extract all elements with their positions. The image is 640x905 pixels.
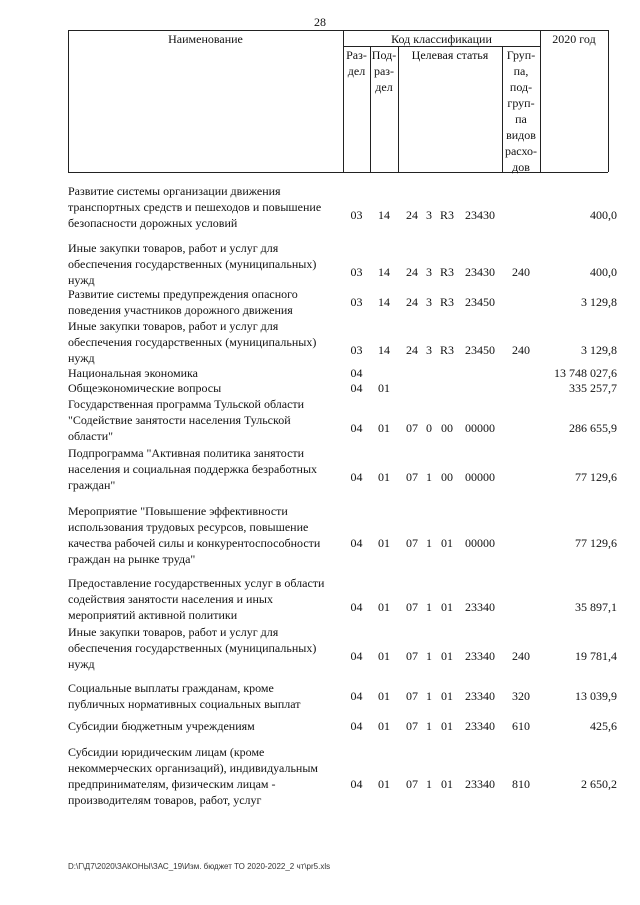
row-name-line: поведения участников дорожного движения xyxy=(68,303,293,317)
row-code-pr: 01 xyxy=(378,421,390,435)
row-name xyxy=(68,183,343,231)
row-name xyxy=(68,396,343,444)
row-code-pr: 01 xyxy=(378,719,390,733)
row-code-r: 04 xyxy=(350,719,363,733)
row-name-line: безопасности дорожных условий xyxy=(68,216,238,230)
row-code-vr: 810 xyxy=(512,777,530,791)
row-code-r: 04 xyxy=(350,649,363,663)
row-code-c: 01 xyxy=(441,536,453,550)
row-code-d: 23430 xyxy=(465,265,495,279)
row-name-line: мероприятий активной политики xyxy=(68,608,238,622)
row-name xyxy=(68,575,343,623)
row-name-line: обеспечения государственных (муниципальных) xyxy=(68,335,317,349)
row-code-a: 07 xyxy=(406,719,418,733)
row-amount: 3 129,8 xyxy=(581,343,617,357)
row-code-b: 0 xyxy=(426,421,432,435)
row-name-line: населения и социальная поддержка безработных xyxy=(68,462,318,476)
row-code-vr: 240 xyxy=(512,265,530,279)
row-code-d: 23340 xyxy=(465,600,495,614)
row-code-d: 23430 xyxy=(465,208,495,222)
row-code-a: 24 xyxy=(406,265,418,279)
row-amount: 3 129,8 xyxy=(581,295,617,309)
row-code-c: 01 xyxy=(441,777,453,791)
row-name-line: качества рабочей силы и конкурентоспособности xyxy=(68,536,321,550)
row-code-d: 23450 xyxy=(465,343,495,357)
row-name-line: Национальная экономика xyxy=(68,366,198,380)
row-code-r: 04 xyxy=(350,421,363,435)
row-name-line: граждан на рынке труда" xyxy=(68,552,196,566)
header-name: Наименование xyxy=(168,32,243,46)
row-code-r: 04 xyxy=(350,600,363,614)
row-name-line: Социальные выплаты гражданам, кроме xyxy=(68,681,274,695)
row-code-b: 3 xyxy=(426,295,432,309)
row-code-r: 04 xyxy=(350,366,363,380)
row-code-c: 01 xyxy=(441,689,453,703)
row-code-d: 23450 xyxy=(465,295,495,309)
row-name-line: области" xyxy=(68,429,114,443)
row-code-a: 24 xyxy=(406,208,418,222)
row-code-b: 3 xyxy=(426,343,432,357)
row-name-line: Предоставление государственных услуг в области xyxy=(68,576,325,590)
row-code-r: 03 xyxy=(350,343,363,357)
row-name-line: "Содействие занятости населения Тульской xyxy=(68,413,291,427)
row-code-d: 23340 xyxy=(465,719,495,733)
header-year: 2020 год xyxy=(552,32,596,46)
row-code-c: R3 xyxy=(439,295,454,309)
row-code-a: 07 xyxy=(406,421,418,435)
row-code-vr: 240 xyxy=(512,649,530,663)
row-code-pr: 01 xyxy=(378,381,390,395)
row-code-d: 23340 xyxy=(465,649,495,663)
header-target: Целевая статья xyxy=(411,48,489,62)
row-code-r: 04 xyxy=(350,689,363,703)
row-code-b: 3 xyxy=(426,265,432,279)
header-code-group: Код классификации xyxy=(391,32,492,46)
row-name-line: обеспечения государственных (муниципальных) xyxy=(68,257,317,271)
row-code-r: 03 xyxy=(350,265,363,279)
header-group: Груп- па, под- груп- па видов расхо- дов xyxy=(504,48,538,174)
row-code-b: 1 xyxy=(426,536,432,550)
row-name-line: Мероприятие "Повышение эффективности xyxy=(68,504,288,518)
row-code-c: 01 xyxy=(441,649,453,663)
row-name xyxy=(68,365,343,381)
row-name-line: граждан" xyxy=(68,478,116,492)
row-amount: 400,0 xyxy=(590,265,617,279)
row-amount: 77 129,6 xyxy=(575,470,617,484)
row-code-a: 07 xyxy=(406,777,418,791)
row-code-d: 23340 xyxy=(465,777,495,791)
row-name-line: обеспечения государственных (муниципальных) xyxy=(68,641,317,655)
row-code-a: 24 xyxy=(406,343,418,357)
row-name xyxy=(68,240,343,288)
row-name-line: содействия занятости населения и иных xyxy=(68,592,273,606)
row-code-a: 07 xyxy=(406,689,418,703)
row-name-line: Иные закупки товаров, работ и услуг для xyxy=(68,241,279,255)
row-name-line: нужд xyxy=(68,273,95,287)
row-code-r: 04 xyxy=(350,777,363,791)
header-razdel: Раз- дел xyxy=(346,48,367,78)
row-name xyxy=(68,718,343,734)
row-code-b: 1 xyxy=(426,689,432,703)
row-code-c: R3 xyxy=(439,208,454,222)
row-name xyxy=(68,680,343,712)
row-name-line: Общеэкономические вопросы xyxy=(68,381,222,395)
row-code-vr: 610 xyxy=(512,719,530,733)
file-path-footer: D:\Г\Д7\2020\ЗАКОНЫ\ЗАС_19\Изм. бюджет ТО 2020-2022_2 чт\pr5.xls xyxy=(68,862,331,871)
row-code-r: 04 xyxy=(350,470,363,484)
row-code-pr: 01 xyxy=(378,777,390,791)
row-name-line: Иные закупки товаров, работ и услуг для xyxy=(68,625,279,639)
row-amount: 77 129,6 xyxy=(575,536,617,550)
row-code-d: 00000 xyxy=(465,536,495,550)
row-amount: 13 039,9 xyxy=(575,689,617,703)
row-name-line: Подпрограмма "Активная политика занятости xyxy=(68,446,305,460)
row-amount: 19 781,4 xyxy=(575,649,617,663)
row-code-d: 23340 xyxy=(465,689,495,703)
row-name-line: Субсидии бюджетным учреждениям xyxy=(68,719,255,733)
row-code-c: 01 xyxy=(441,719,453,733)
row-amount: 425,6 xyxy=(590,719,617,733)
row-code-b: 1 xyxy=(426,719,432,733)
row-name-line: публичных нормативных социальных выплат xyxy=(68,697,301,711)
row-code-b: 1 xyxy=(426,470,432,484)
row-name-line: Государственная программа Тульской области xyxy=(68,397,305,411)
row-code-a: 07 xyxy=(406,600,418,614)
row-name-line: предпринимателям, физическим лицам - xyxy=(68,777,276,791)
row-name xyxy=(68,503,343,567)
row-name-line: транспортных средств и пешеходов и повышение xyxy=(68,200,322,214)
row-name-line: Развитие системы предупреждения опасного xyxy=(68,287,298,301)
row-name-line: Развитие системы организации движения xyxy=(68,184,281,198)
row-code-c: R3 xyxy=(439,343,454,357)
row-name-line: нужд xyxy=(68,657,95,671)
row-amount: 35 897,1 xyxy=(575,600,617,614)
row-amount: 2 650,2 xyxy=(581,777,617,791)
row-code-d: 00000 xyxy=(465,421,495,435)
row-name-line: Иные закупки товаров, работ и услуг для xyxy=(68,319,279,333)
row-code-r: 04 xyxy=(350,536,363,550)
row-amount: 335 257,7 xyxy=(569,381,617,395)
row-code-r: 03 xyxy=(350,295,363,309)
row-code-pr: 14 xyxy=(378,343,390,357)
row-name xyxy=(68,380,343,396)
row-code-c: 00 xyxy=(441,421,453,435)
row-name xyxy=(68,744,343,808)
row-code-pr: 01 xyxy=(378,649,390,663)
row-name xyxy=(68,286,343,318)
row-name-line: Субсидии юридическим лицам (кроме xyxy=(68,745,265,759)
row-code-a: 07 xyxy=(406,470,418,484)
row-amount: 286 655,9 xyxy=(569,421,617,435)
row-code-b: 1 xyxy=(426,777,432,791)
row-name-line: использования трудовых ресурсов, повышение xyxy=(68,520,309,534)
row-code-pr: 01 xyxy=(378,689,390,703)
row-name xyxy=(68,445,343,493)
row-code-b: 1 xyxy=(426,600,432,614)
row-code-pr: 14 xyxy=(378,295,390,309)
row-code-vr: 320 xyxy=(512,689,530,703)
row-code-b: 1 xyxy=(426,649,432,663)
page-number: 28 xyxy=(314,15,326,29)
row-name xyxy=(68,624,343,672)
row-name-line: некоммерческих организаций), индивидуальным xyxy=(68,761,318,775)
row-name-line: нужд xyxy=(68,351,95,365)
row-code-b: 3 xyxy=(426,208,432,222)
row-code-r: 03 xyxy=(350,208,363,222)
row-code-pr: 01 xyxy=(378,600,390,614)
row-code-pr: 01 xyxy=(378,536,390,550)
row-code-vr: 240 xyxy=(512,343,530,357)
row-code-c: 00 xyxy=(441,470,453,484)
row-amount: 400,0 xyxy=(590,208,617,222)
row-code-pr: 01 xyxy=(378,470,390,484)
row-code-pr: 14 xyxy=(378,208,390,222)
row-name xyxy=(68,318,343,366)
row-amount: 13 748 027,6 xyxy=(554,366,617,380)
row-code-c: R3 xyxy=(439,265,454,279)
row-code-c: 01 xyxy=(441,600,453,614)
row-code-a: 07 xyxy=(406,536,418,550)
row-name-line: производителям товаров, работ, услуг xyxy=(68,793,262,807)
row-code-d: 00000 xyxy=(465,470,495,484)
header-podrazdel: Под- раз- дел xyxy=(371,48,397,94)
row-code-a: 07 xyxy=(406,649,418,663)
row-code-r: 04 xyxy=(350,381,363,395)
row-code-a: 24 xyxy=(406,295,418,309)
row-code-pr: 14 xyxy=(378,265,390,279)
